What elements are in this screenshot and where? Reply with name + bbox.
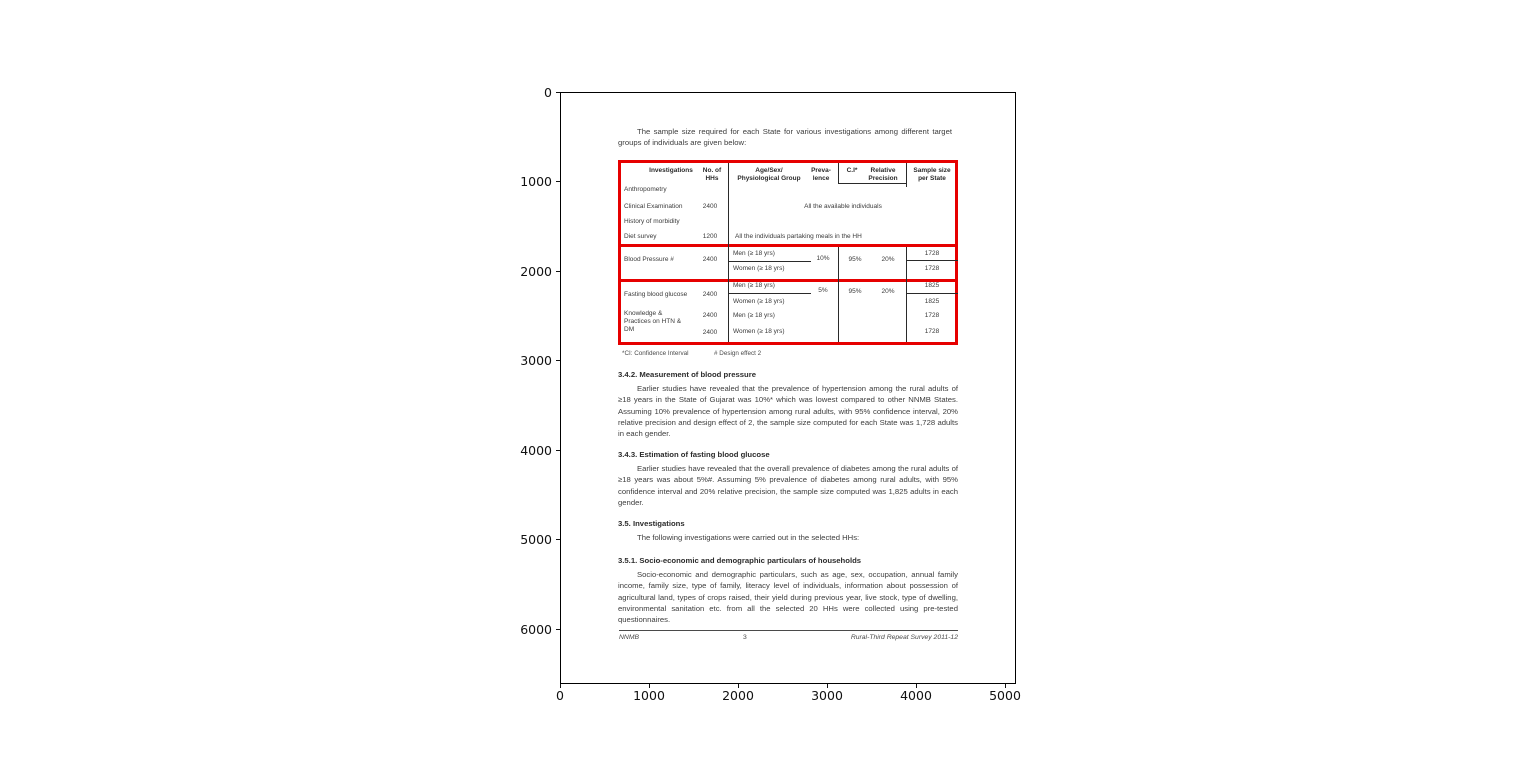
row-blood-pressure: Blood Pressure # [624, 256, 674, 263]
intro-paragraph: The sample size required for each State for various investigations among different target groups of individuals are given below: [618, 127, 952, 148]
glucose-ci: 95% [848, 288, 862, 295]
table-hline-glucose-sample [906, 293, 958, 294]
y-tick-label: 2000 [520, 264, 552, 279]
page-footer [619, 634, 958, 641]
table-red-border-left [618, 160, 621, 345]
footnote-design-effect: # Design effect 2 [714, 350, 762, 357]
table-red-border-top [618, 160, 958, 163]
bp-women: Women (≥ 18 yrs) [733, 265, 785, 272]
cell-all-partaking: All the individuals partaking meals in the HH [735, 233, 862, 240]
x-tick-mark [1005, 684, 1006, 688]
bp-ci: 95% [848, 256, 862, 263]
row-kap-line1: Knowledge & [624, 310, 663, 317]
table-hline-glucose-gender [729, 293, 811, 294]
col-header-rel-precision: Relative [870, 167, 896, 174]
col-header-rel-precision-2: Precision [868, 175, 898, 182]
plot-area-document-page [560, 92, 1016, 684]
footer-page-number: 3 [743, 634, 747, 641]
kap-sample-women: 1728 [924, 328, 940, 335]
x-tick-mark [916, 684, 917, 688]
glucose-women: Women (≥ 18 yrs) [733, 298, 785, 305]
x-tick-label: 1000 [633, 688, 665, 703]
x-tick-label: 5000 [989, 688, 1021, 703]
paragraph-3-4-3: Earlier studies have revealed that the overall prevalence of diabetes among the rural adults of ≥18 years was about 5%#. Assuming 5% prevalence of diabetes among rural adults, with 95% confidence interval and 20% relative precision, the sample size computed was 1,825 adults in each gender. [618, 464, 958, 507]
bp-men: Men (≥ 18 yrs) [733, 250, 775, 257]
table-red-divider-1 [618, 244, 958, 247]
row-diet-survey: Diet survey [624, 233, 657, 240]
glucose-precision: 20% [881, 288, 895, 295]
row-clinical-examination: Clinical Examination [624, 203, 683, 210]
footnote-ci: *CI: Confidence Interval [622, 350, 689, 357]
kap-women: Women (≥ 18 yrs) [733, 328, 785, 335]
x-tick-label: 3000 [811, 688, 843, 703]
cell-all-available: All the available individuals [804, 203, 882, 210]
glucose-sample-men: 1825 [924, 282, 940, 289]
col-header-hhs: No. of [702, 167, 722, 174]
heading-3-5: 3.5. Investigations [618, 519, 685, 528]
col-header-prevalence: Preva- [811, 167, 831, 174]
bp-sample-women: 1728 [924, 265, 940, 272]
table-hline-ci-header [838, 183, 906, 184]
paragraph-3-5: The following investigations were carried out in the selected HHs: [637, 533, 860, 542]
col-header-prevalence-2: lence [812, 175, 830, 182]
table-footnote [622, 350, 761, 357]
hhs-kap-men: 2400 [702, 312, 718, 319]
bp-sample-men: 1728 [924, 250, 940, 257]
row-kap-line3: DM [624, 326, 635, 333]
col-header-agesex-2: Physiological Group [737, 175, 801, 182]
hhs-kap-women: 2400 [702, 329, 718, 336]
table-hline-bp-gender [729, 261, 811, 262]
col-header-sample-size: Sample size [913, 167, 951, 174]
col-header-ci: C.I* [846, 167, 858, 174]
glucose-men: Men (≥ 18 yrs) [733, 282, 775, 289]
row-history-morbidity: History of morbidity [624, 218, 680, 225]
heading-3-5-1: 3.5.1. Socio-economic and demographic particulars of households [618, 556, 862, 565]
row-anthropometry: Anthropometry [624, 186, 667, 193]
paragraph-3-4-2: Earlier studies have revealed that the prevalence of hypertension among the rural adults of ≥18 years in the State of Gujarat was 10%* which was lowest compared to other NNMB States. Assuming 10% prevalence of hypertension among rural adults, with 95% confidence interval, 20% relative precision and design effect of 2, the sample size computed for each State was 1,728 adults in each gender. [618, 384, 958, 439]
x-tick-mark [560, 684, 561, 688]
glucose-prevalence: 5% [818, 287, 828, 294]
x-tick-mark [738, 684, 739, 688]
col-header-investigations: Investigations [649, 167, 693, 174]
col-header-sample-size-2: per State [918, 175, 946, 182]
y-tick-label: 3000 [520, 353, 552, 368]
heading-3-4-2: 3.4.2. Measurement of blood pressure [618, 370, 756, 379]
hhs-clinical: 2400 [702, 203, 718, 210]
row-kap-line2: Practices on HTN & [624, 318, 682, 325]
footer-rule [619, 630, 958, 631]
heading-3-4-3: 3.4.3. Estimation of fasting blood glucose [618, 450, 770, 459]
col-header-agesex: Age/Sex/ [755, 167, 783, 174]
y-tick-label: 0 [544, 85, 552, 100]
x-tick-mark [827, 684, 828, 688]
x-tick-label: 2000 [722, 688, 754, 703]
x-tick-label: 0 [556, 688, 564, 703]
y-tick-label: 5000 [520, 532, 552, 547]
table-red-divider-2 [618, 279, 958, 282]
glucose-sample-women: 1825 [924, 298, 940, 305]
table-hline-bp-sample [906, 260, 958, 261]
sample-size-table [618, 160, 958, 345]
row-fasting-glucose: Fasting blood glucose [624, 291, 688, 298]
y-tick-label: 4000 [520, 443, 552, 458]
hhs-fasting-glucose: 2400 [702, 291, 718, 298]
hhs-diet: 1200 [702, 233, 718, 240]
paragraph-3-5-1: Socio-economic and demographic particulars, such as age, sex, occupation, annual family income, family size, type of family, literacy level of individuals, information about possession of agricultural land, types of crops raised, their yield during previous year, live stock, type of dwelling, environmental sanitation etc. from all the selected 20 HHs were collected using pre-tested questionnaires. [618, 570, 958, 625]
footer-survey-title: Rural-Third Repeat Survey 2011-12 [850, 634, 958, 641]
table-red-border-bottom [618, 342, 958, 345]
y-tick-label: 6000 [520, 622, 552, 637]
bp-prevalence: 10% [816, 255, 830, 262]
bp-precision: 20% [881, 256, 895, 263]
hhs-blood-pressure: 2400 [702, 256, 718, 263]
y-tick-label: 1000 [520, 174, 552, 189]
table-vline-hhs [728, 163, 729, 342]
col-header-hhs-2: HHs [705, 175, 719, 182]
kap-men: Men (≥ 18 yrs) [733, 312, 775, 319]
table-vline-sample-body [906, 247, 907, 342]
footer-org: NNMB [619, 634, 640, 641]
x-tick-label: 4000 [900, 688, 932, 703]
table-vline-ci-body [838, 247, 839, 342]
kap-sample-men: 1728 [924, 312, 940, 319]
x-tick-mark [649, 684, 650, 688]
